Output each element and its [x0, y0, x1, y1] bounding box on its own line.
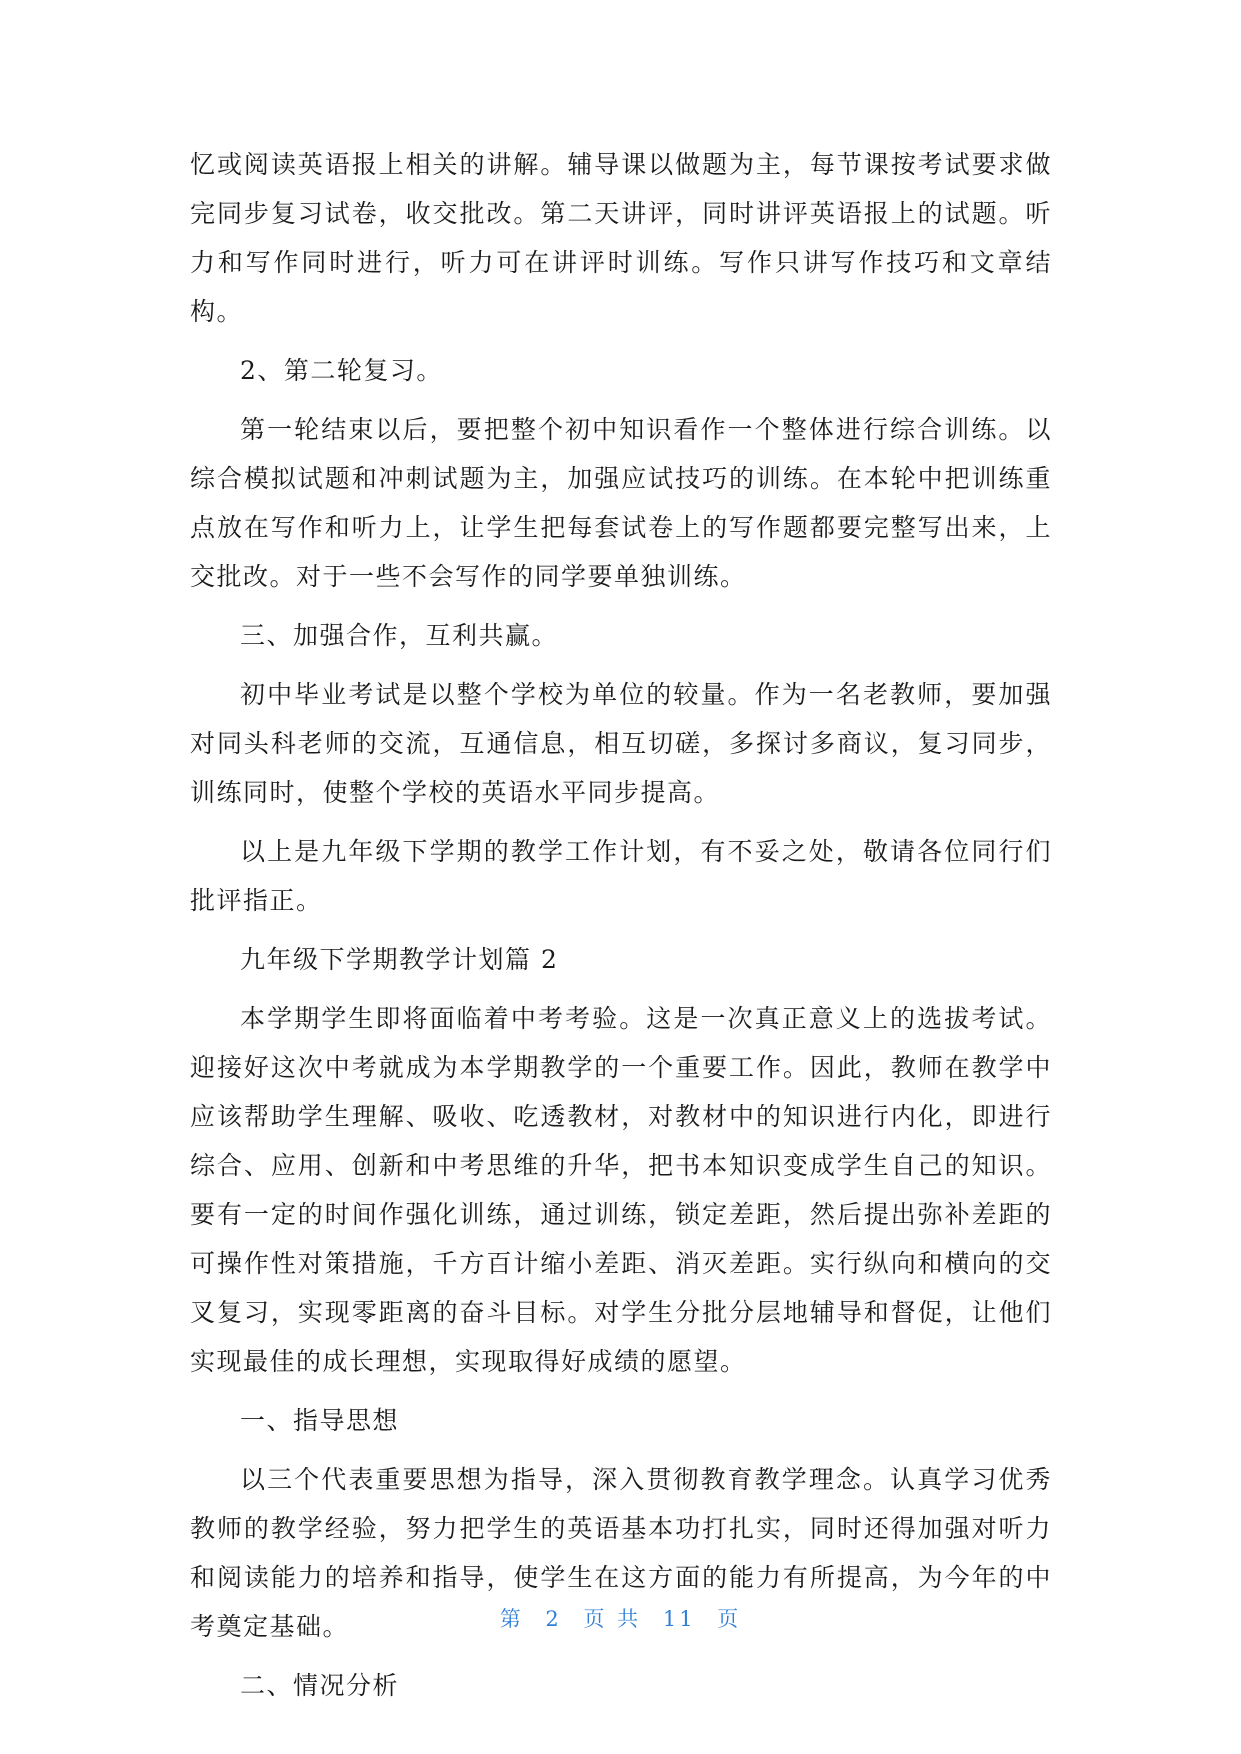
article-title-plan-2: 九年级下学期教学计划篇 2 [240, 945, 559, 974]
document-body [190, 140, 1052, 1710]
section-heading-situation-analysis: 二、情况分析 [240, 1671, 400, 1700]
footer-ye-gong: 页 共 [583, 1607, 642, 1631]
footer-total-pages: 11 [662, 1607, 696, 1631]
page-footer [0, 1603, 1241, 1633]
section-heading-second-round: 2、第二轮复习。 [240, 356, 443, 385]
footer-di: 第 [499, 1607, 524, 1631]
paragraph-plan-2-intro: 本学期学生即将面临着中考考验。这是一次真正意义上的选拔考试。迎接好这次中考就成为本学期教学的一个重要工作。因此，教师在教学中应该帮助学生理解、吸收、吃透教材，对教材中的知识进行内化，即进行综合、应用、创新和中考思维的升华，把书本知识变成学生自己的知识。要有一定的时间作强化训练，通过训练，锁定差距，然后提出弥补差距的可操作性对策措施，千方百计缩小差距、消灭差距。实行纵向和横向的交叉复习，实现零距离的奋斗目标。对学生分批分层地辅导和督促，让他们实现最佳的成长理想，实现取得好成绩的愿望。 [190, 1004, 1052, 1376]
footer-ye: 页 [717, 1607, 742, 1631]
paragraph-guiding-ideology: 以三个代表重要思想为指导，深入贯彻教育教学理念。认真学习优秀教师的教学经验，努力把学生的英语基本功打扎实，同时还得加强对听力和阅读能力的培养和指导，使学生在这方面的能力有所提高，为今年的中考奠定基础。 [190, 1465, 1052, 1641]
footer-current-page: 2 [545, 1607, 562, 1631]
section-heading-guiding-ideology: 一、指导思想 [240, 1406, 400, 1435]
paragraph-cooperation: 初中毕业考试是以整个学校为单位的较量。作为一名老教师，要加强对同头科老师的交流，互通信息，相互切磋，多探讨多商议，复习同步，训练同时，使整个学校的英语水平同步提高。 [190, 680, 1052, 807]
paragraph-continued-review: 忆或阅读英语报上相关的讲解。辅导课以做题为主，每节课按考试要求做完同步复习试卷，收交批改。第二天讲评，同时讲评英语报上的试题。听力和写作同时进行，听力可在讲评时训练。写作只讲写作技巧和文章结构。 [190, 150, 1052, 326]
section-heading-cooperation: 三、加强合作，互利共赢。 [240, 621, 559, 650]
paragraph-conclusion: 以上是九年级下学期的教学工作计划，有不妥之处，敬请各位同行们批评指正。 [190, 837, 1052, 915]
paragraph-second-round: 第一轮结束以后，要把整个初中知识看作一个整体进行综合训练。以综合模拟试题和冲刺试题为主，加强应试技巧的训练。在本轮中把训练重点放在写作和听力上，让学生把每套试卷上的写作题都要完整写出来，上交批改。对于一些不会写作的同学要单独训练。 [190, 415, 1052, 591]
